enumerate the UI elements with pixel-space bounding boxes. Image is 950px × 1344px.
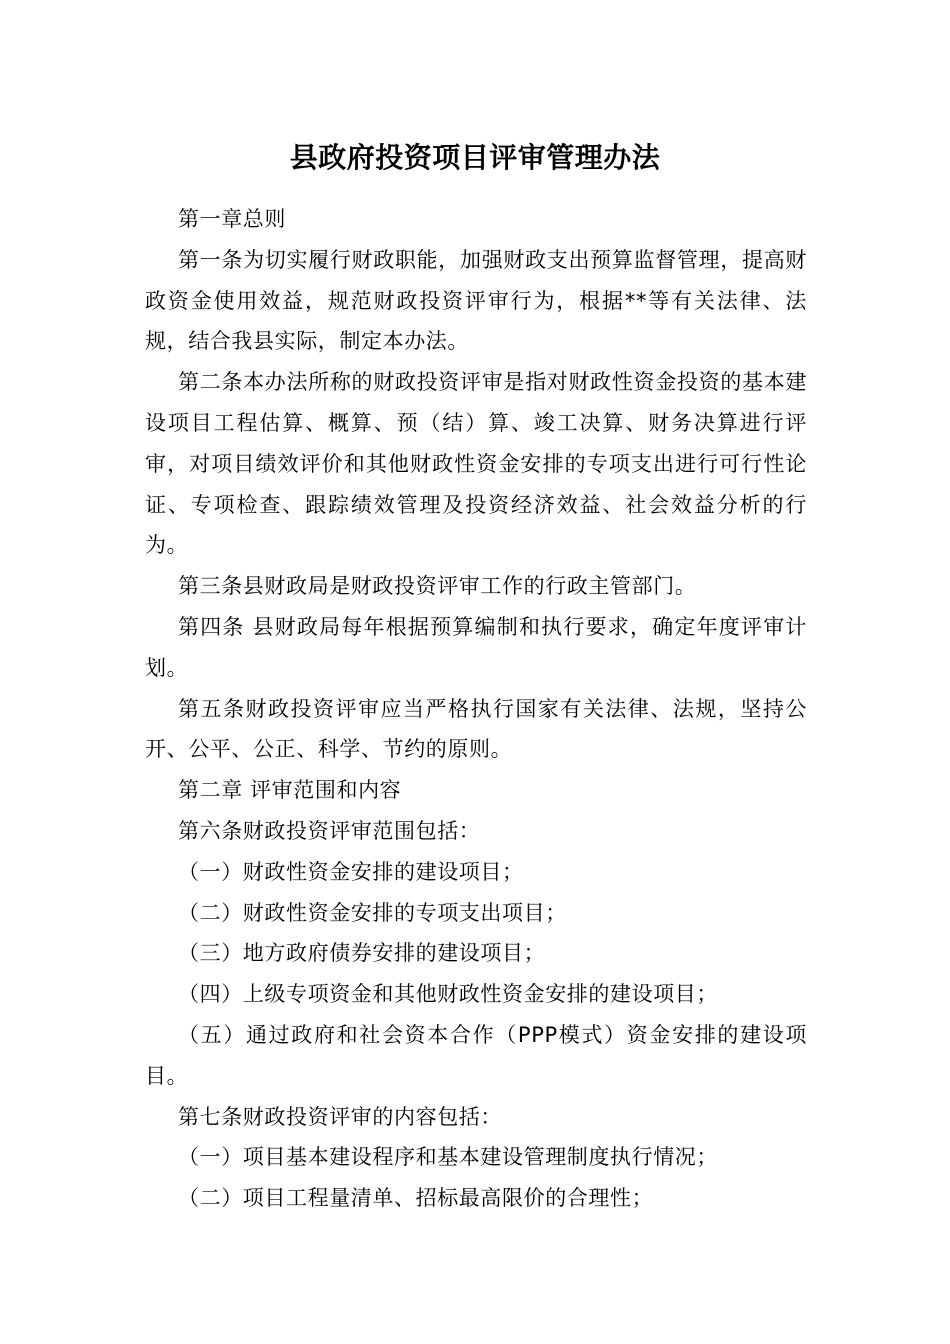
article-paragraph: 第六条财政投资评审范围包括： xyxy=(178,818,481,843)
article-paragraph: 第四条 县财政局每年根据预算编制和执行要求，确定年度评审计划。 xyxy=(145,614,807,680)
list-item: （二）财政性资金安排的专项支出项目； xyxy=(178,900,567,925)
list-item: （一）财政性资金安排的建设项目； xyxy=(178,859,524,884)
article-paragraph: 第五条财政投资评审应当严格执行国家有关法律、法规，坚持公开、公平、公正、科学、节约的原则。 xyxy=(145,696,807,762)
list-item: （四）上级专项资金和其他财政性资金安排的建设项目； xyxy=(178,982,718,1007)
chapter-heading: 第二章 评审范围和内容 xyxy=(178,778,402,803)
article-paragraph: 第二条本办法所称的财政投资评审是指对财政性资金投资的基本建设项目工程估算、概算、预（结）算、竣工决算、财务决算进行评审，对项目绩效评价和其他财政性资金安排的专项支出进行可行性论证、专项检查、跟踪绩效管理及投资经济效益、社会效益分析的行为。 xyxy=(145,370,807,558)
document-body xyxy=(145,199,807,1219)
list-item: （三）地方政府债券安排的建设项目； xyxy=(178,941,546,966)
article-paragraph: 第三条县财政局是财政投资评审工作的行政主管部门。 xyxy=(178,574,697,599)
article-paragraph: 第一条为切实履行财政职能，加强财政支出预算监督管理，提高财政资金使用效益，规范财政投资评审行为，根据**等有关法律、法规，结合我县实际，制定本办法。 xyxy=(145,247,807,354)
article-paragraph: 第七条财政投资评审的内容包括： xyxy=(178,1104,502,1129)
list-item: （一）项目基本建设程序和基本建设管理制度执行情况； xyxy=(178,1145,718,1170)
document-title: 县政府投资项目评审管理办法 xyxy=(289,141,661,174)
list-item: （五）通过政府和社会资本合作（PPP模式）资金安排的建设项目。 xyxy=(145,1022,807,1088)
chapter-heading: 第一章总则 xyxy=(178,207,286,231)
list-item: （二）项目工程量清单、招标最高限价的合理性； xyxy=(178,1186,654,1211)
